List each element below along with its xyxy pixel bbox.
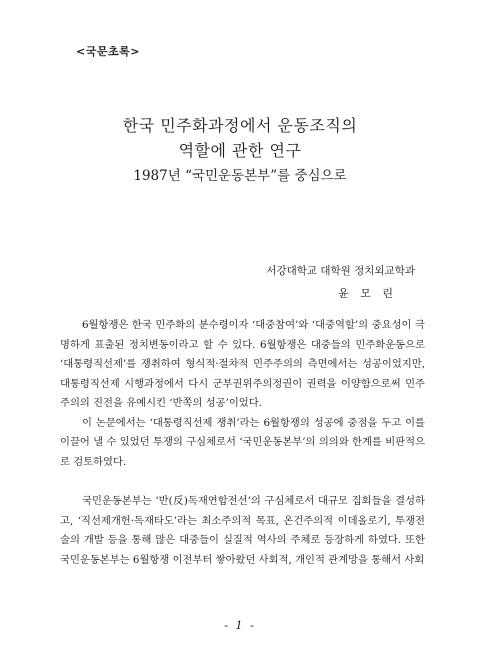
subtitle: 1987년 “국민운동본부”를 중심으로 — [133, 168, 347, 184]
abstract-tag: <국문초록> — [76, 45, 140, 58]
page-number: - 1 - — [224, 619, 256, 632]
paragraph-3: 국민운동본부는 ‘반(反)독재연합전선’의 구심체로서 대규모 집회들을 결성하고, ‘직선제개헌·독재타도’라는 최소주의적 목표, 온건주의적 이데올로기, 투쟁전술의 개발 등을 통해 많은 대중들이 실질적 역사의 주체로 등장하게 하였다. 또한 국민운동본부는 6월항쟁 이전부터 쌓아왔던 사회적, 개인적 관계망을 통해서 사회 — [60, 495, 425, 566]
abstract-body-bottom — [60, 492, 425, 570]
title-line-2: 역할에 관한 연구 — [178, 141, 302, 160]
paragraph-2: 이 논문에서는 ‘대통령직선제 쟁취’라는 6월항쟁의 성공에 중점을 두고 이를 이끌어 낼 수 있었던 투쟁의 구심체로서 ‘국민운동본부’의 의의와 한계를 비판적으로 검토하였다. — [60, 416, 425, 468]
author-name: 윤 모 린 — [338, 287, 397, 300]
title-line-1: 한국 민주화과정에서 운동조직의 — [122, 116, 358, 135]
abstract-body-top — [60, 316, 425, 472]
author-affiliation: 서강대학교 대학원 정치외교학과 — [266, 265, 415, 277]
paragraph-1: 6월항쟁은 한국 민주화의 분수령이자 ‘대중참여’와 ‘대중역할’의 중요성이 극명하게 표출된 정치변동이라고 할 수 있다. 6월항쟁은 대중들의 민주화운동으로 ‘대통령직선제’를 쟁취하여 형식적·절차적 민주주의의 측면에서는 성공이었지만, 대통령직선제 시행과정에서 다시 군부권위주의정권이 권력을 이양함으로써 민주주의의 진전을 유예시킨 ‘반쪽의 성공’이었다. — [60, 319, 425, 409]
